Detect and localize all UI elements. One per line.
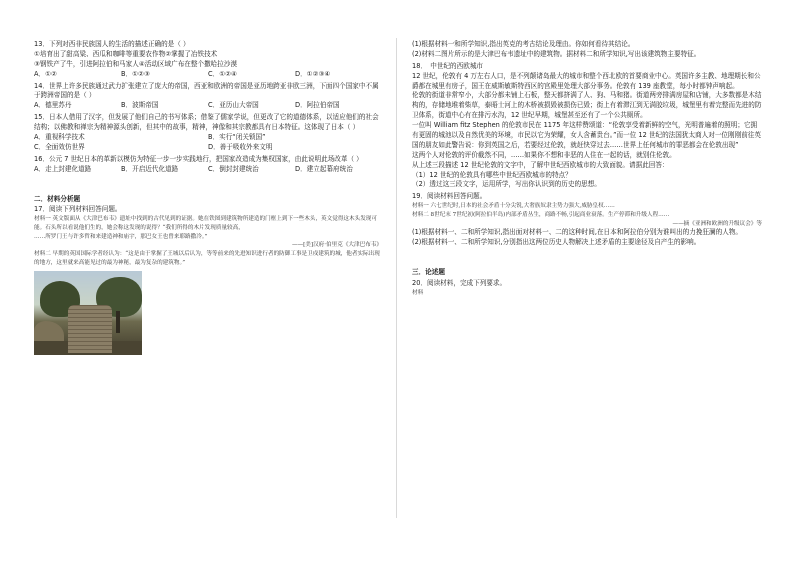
- question-18-stem: 18． 中世纪的西欧城市: [412, 61, 484, 70]
- question-18-paragraph-2: 伦敦的街道非常窄小，大部分都未铺上石板，整天都挤满了人、狗、马和猪。街道两旁排满房屋和店铺，大多数都是木结构的，存储地堆着柴草，泰晤士河上的木桥被损毁被损伤已毁；街上有着滞江到无满胶垃圾，城堡里有着完整而先进的防卫体系，街道中心有在排污水沟，12 世纪早期，城堡甚至还有了一个公共厕所。: [412, 91, 762, 120]
- question-14: [34, 82, 382, 112]
- left-column: [34, 40, 382, 357]
- option-a[interactable]: A．德里苏丹: [34, 101, 72, 110]
- material-2-text: 材料二 早期的英国国际学者经认为：“这是由于掌握了王城以后认为，等等前来的先进知识进行者的防御工事是卫戍建筑的城，他者实际出现的地方，这里就来高能见过的最为神秘，最为复杂的建筑物。”: [34, 250, 380, 266]
- question-20-stem: 20．阅读材料，完成下列要求。: [412, 278, 507, 287]
- question-15-options: [34, 133, 382, 153]
- question-14-stem: 14．世界上许多民族通过武力扩张建立了庞大的帝国，西亚和欧洲的帝国是亚历地跨亚非欧三洲，下面四个国家中不属于跨洲帝国的是（ ）: [34, 81, 379, 100]
- question-19: [412, 192, 762, 248]
- question-18-paragraph-4: 这两个人对伦敦的评价截然不同，……如果你不想和非恶的人住在一起的话，就别住伦敦。: [412, 150, 676, 159]
- question-18-paragraph-1: 12 世纪，伦敦有 4 万左右人口，是不列颠诸岛最大的城市和整个西北欧的首要商业中心。英国许多主教、地理期长和公爵都在城里有房子，国王在威斯敏斯特西区的宫殿里处理大部分事务。伦敦有 139 座教堂，每小时都钟声响起。: [412, 71, 761, 90]
- section-heading-essay: 三．论述题: [412, 268, 445, 276]
- option-d[interactable]: D．①②③④: [295, 69, 331, 78]
- question-18-sub-2: （2）透过这三段文字，运用所学，写出你认识到的历史的思想。: [412, 180, 601, 189]
- question-18-paragraph-3: 一位叫 William fitz Stephen 的伦敦市民在 1175 年这样赞颂道：“伦敦享受着新鲜的空气，光明普遍着的照明；它拥有更固的城池以及自然优美的环境，市民以它为荣耀，女人含蓄贵台。”而一位 12 世纪的法国犹太商人对一位刚刚前往英国的朋友如此警告说：你到英国之后，若要经过伦敦，就赶快穿过去……世界上任何城市的罪恶都会在伦敦出现”: [412, 121, 761, 149]
- question-16: [34, 155, 382, 175]
- option-d[interactable]: D．善于吸收外来文明: [208, 142, 273, 151]
- question-19-material-1: 材料一 六七世纪时,日本的社会矛盾十分尖锐,大奢族奴隶主势力强大,威胁皇权……: [412, 203, 615, 210]
- question-20-material-label: 材料: [412, 289, 424, 296]
- question-15-stem: 15．日本人借用了汉字，但发展了他们自己的书写体系；借鉴了儒家学说，但更改了它的道德体系，以适应他们的社会结构；以佛教和禅宗为精神源头创新，但其中的故事，精神，神像和其宗教都具有日本特征。这体现了日本（ ）: [34, 113, 379, 132]
- question-13-item-1: ①培育出了甜高粱、西瓜和咖啡等重要农作物②掌握了冶铁技术: [34, 49, 218, 58]
- question-15: [34, 113, 382, 153]
- question-18: [412, 62, 762, 191]
- question-17-material-1: [34, 215, 382, 267]
- option-b[interactable]: B．实行“闭关锁国”: [208, 133, 266, 142]
- question-19-sub-1: (1)根据材料一、二和所学知识,指出面对材料一、二的这种时间,在日本和阿拉伯分别为谁叫出的力挽狂澜的人物。: [412, 228, 743, 237]
- spacer: [34, 177, 382, 193]
- question-17: [34, 205, 382, 355]
- option-c[interactable]: C．全面效仿世界: [34, 142, 85, 151]
- question-13-stem: 13．下列对西非民族国人的生活的描述正确的是（ ）: [34, 40, 190, 48]
- question-17-subquestions: [412, 40, 762, 60]
- option-c[interactable]: C．亚历山大帝国: [208, 101, 259, 110]
- question-18-sub-1: （1）12 世纪的伦敦具有哪些中世纪西欧城市的特点？: [412, 170, 572, 179]
- question-17-sub-2: (2)材料二图片所示的是大津巴布韦遗址中的建筑物。据材料二和所学知识,写出该建筑物主要特征。: [412, 49, 701, 58]
- great-zimbabwe-photo: [34, 271, 142, 355]
- question-19-sub-2: (2)根据材料一、二和所学知识,分别指出这两位历史人物解决上述矛盾的主要途径及自产生的影响。: [412, 238, 701, 247]
- option-c[interactable]: C．倒封封建统治: [208, 164, 259, 173]
- question-18-paragraph-5: 从上述三段描述 12 世纪伦敦的文字中，了解中世纪西欧城市的大致面貌。请据此回答：: [412, 160, 669, 169]
- photo-stone-tower: [68, 305, 112, 353]
- question-19-stem: 19．阅读材料回答问题。: [412, 192, 487, 201]
- option-d[interactable]: D．阿拉伯帝国: [295, 101, 340, 110]
- question-13-options: [34, 70, 382, 80]
- question-19-source: ——摘《亚洲和欧洲的升级议会》等: [672, 220, 762, 227]
- question-17-sub-1: (1)根据材料一和所学知识,指出英克的考古结论及理由。你如何看待其结论。: [412, 40, 635, 48]
- option-b[interactable]: B．①②③: [121, 69, 150, 78]
- option-a[interactable]: A．走上封建化道路: [34, 164, 92, 173]
- question-16-options: [34, 165, 382, 175]
- question-20: [412, 279, 762, 298]
- option-b[interactable]: B．波斯帝国: [121, 101, 159, 110]
- material-1-text-cont: ……所罗门王与许多哲和来建造神和庙宇，那巴女王也曾来耶路撒冷。”: [34, 233, 208, 240]
- option-a[interactable]: A．①②: [34, 69, 57, 78]
- material-1-source: ——[美]汉府·伯里克《大津巴布韦》: [291, 242, 382, 249]
- option-a[interactable]: A．重视科学技术: [34, 133, 85, 142]
- question-17-stem: 17．阅读下列材料回答问题。: [34, 205, 122, 214]
- question-19-material-2: 材料二 8世纪末 7世纪初(阿拉伯半岛)内部矛盾丛生，商路不畅,引起商业衰落。生产停滞和升级人程……: [412, 211, 670, 218]
- question-13: [34, 40, 382, 80]
- right-column: [412, 40, 762, 299]
- question-19-materials: [412, 202, 762, 228]
- section-heading-analysis: 二．材料分析题: [34, 194, 81, 203]
- material-1-text: 材料一 英文版面从《大津巴布韦》遗址中找到的古代见到的证据。她在铁图到建筑物所建造的门框上到下一些木头，英文觉得这木头发现可能。石头所以看说他们生的，她会称这发现的说得？“我们所得的木片发现质量较高，: [34, 216, 377, 232]
- question-16-stem: 16．公元 7 世纪日本的革新以模仿为特征一步一步实践地行，把国家改造成为集权国家，由此说明此场改革（ ）: [34, 154, 363, 163]
- column-divider: [396, 38, 397, 518]
- spacer: [412, 250, 762, 266]
- photo-tree-trunk: [116, 311, 120, 333]
- option-d[interactable]: D．建立起幕府统治: [295, 164, 353, 173]
- option-b[interactable]: B．开启近代化道路: [121, 164, 179, 173]
- question-13-item-2: ③钢铁产了牛，引进阿拉伯和马家人④活动区域广布在整个撒哈拉沙漠: [34, 59, 238, 68]
- question-14-options: [34, 101, 382, 111]
- option-c[interactable]: C．①②④: [208, 69, 237, 78]
